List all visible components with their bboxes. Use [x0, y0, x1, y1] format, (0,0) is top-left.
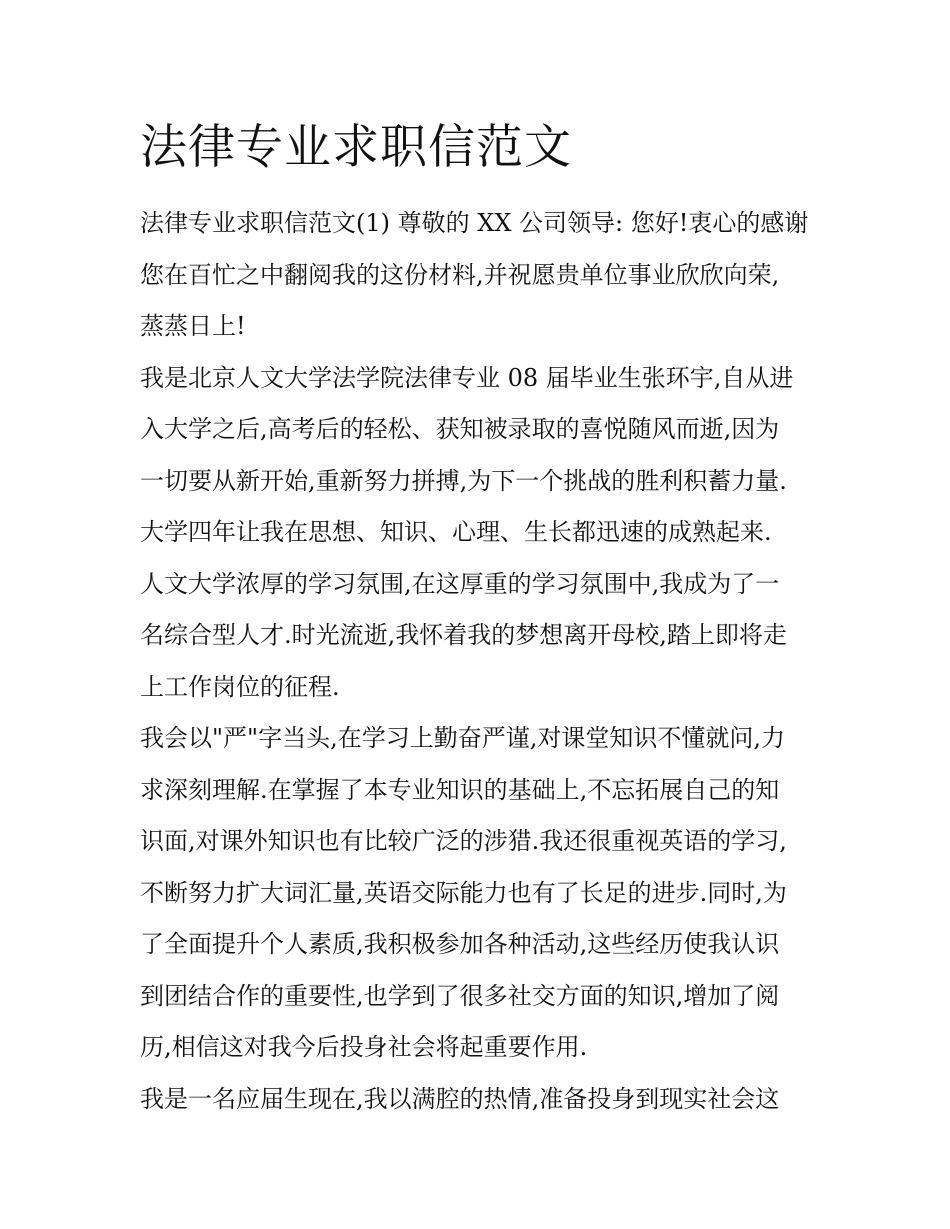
text-line: 入大学之后,高考后的轻松、获知被录取的喜悦随风而逝,因为: [140, 415, 780, 443]
paragraph-greeting: [140, 200, 810, 355]
text-line: 了全面提升个人素质,我积极参加各种活动,这些经历使我认识: [140, 930, 780, 958]
document-body: [140, 200, 810, 1127]
text-line: 识面,对课外知识也有比较广泛的涉猎.我还很重视英语的学习,: [140, 827, 787, 855]
document-title: 法律专业求职信范文: [140, 120, 572, 175]
text-line: 历,相信这对我今后投身社会将起重要作用.: [140, 1033, 588, 1061]
text-line: 蒸蒸日上!: [140, 312, 246, 340]
text-line: 一切要从新开始,重新努力拼搏,为下一个挑战的胜利积蓄力量.: [140, 466, 787, 495]
text-line: 法律专业求职信范文(1) 尊敬的 XX 公司领导: 您好!衷心的感谢: [140, 209, 809, 237]
paragraph-introduction: [140, 355, 810, 716]
text-line: 上工作岗位的征程.: [140, 672, 340, 701]
text-line: 我是北京人文大学法学院法律专业 08 届毕业生张环宇,自从进: [140, 363, 794, 392]
text-line: 我是一名应届生现在,我以满腔的热情,准备投身到现实社会这: [140, 1084, 780, 1113]
text-line: 求深刻理解.在掌握了本专业知识的基础上,不忘拓展自己的知: [140, 775, 780, 804]
paragraph-study: [140, 715, 810, 1076]
text-line: 不断努力扩大词汇量,英语交际能力也有了长足的进步.同时,为: [140, 878, 787, 907]
text-line: 我会以"严"字当头,在学习上勤奋严谨,对课堂知识不懂就问,力: [140, 724, 785, 752]
text-line: 到团结合作的重要性,也学到了很多社交方面的知识,增加了阅: [140, 981, 780, 1010]
text-line: 人文大学浓厚的学习氛围,在这厚重的学习氛围中,我成为了一: [140, 569, 780, 598]
text-line: 大学四年让我在思想、知识、心理、生长都迅速的成熟起来.: [140, 518, 772, 546]
text-line: 名综合型人才.时光流逝,我怀着我的梦想离开母校,踏上即将走: [140, 621, 787, 649]
text-line: 您在百忙之中翻阅我的这份材料,并祝愿贵单位事业欣欣向荣,: [140, 260, 780, 289]
paragraph-closing: [140, 1076, 810, 1128]
